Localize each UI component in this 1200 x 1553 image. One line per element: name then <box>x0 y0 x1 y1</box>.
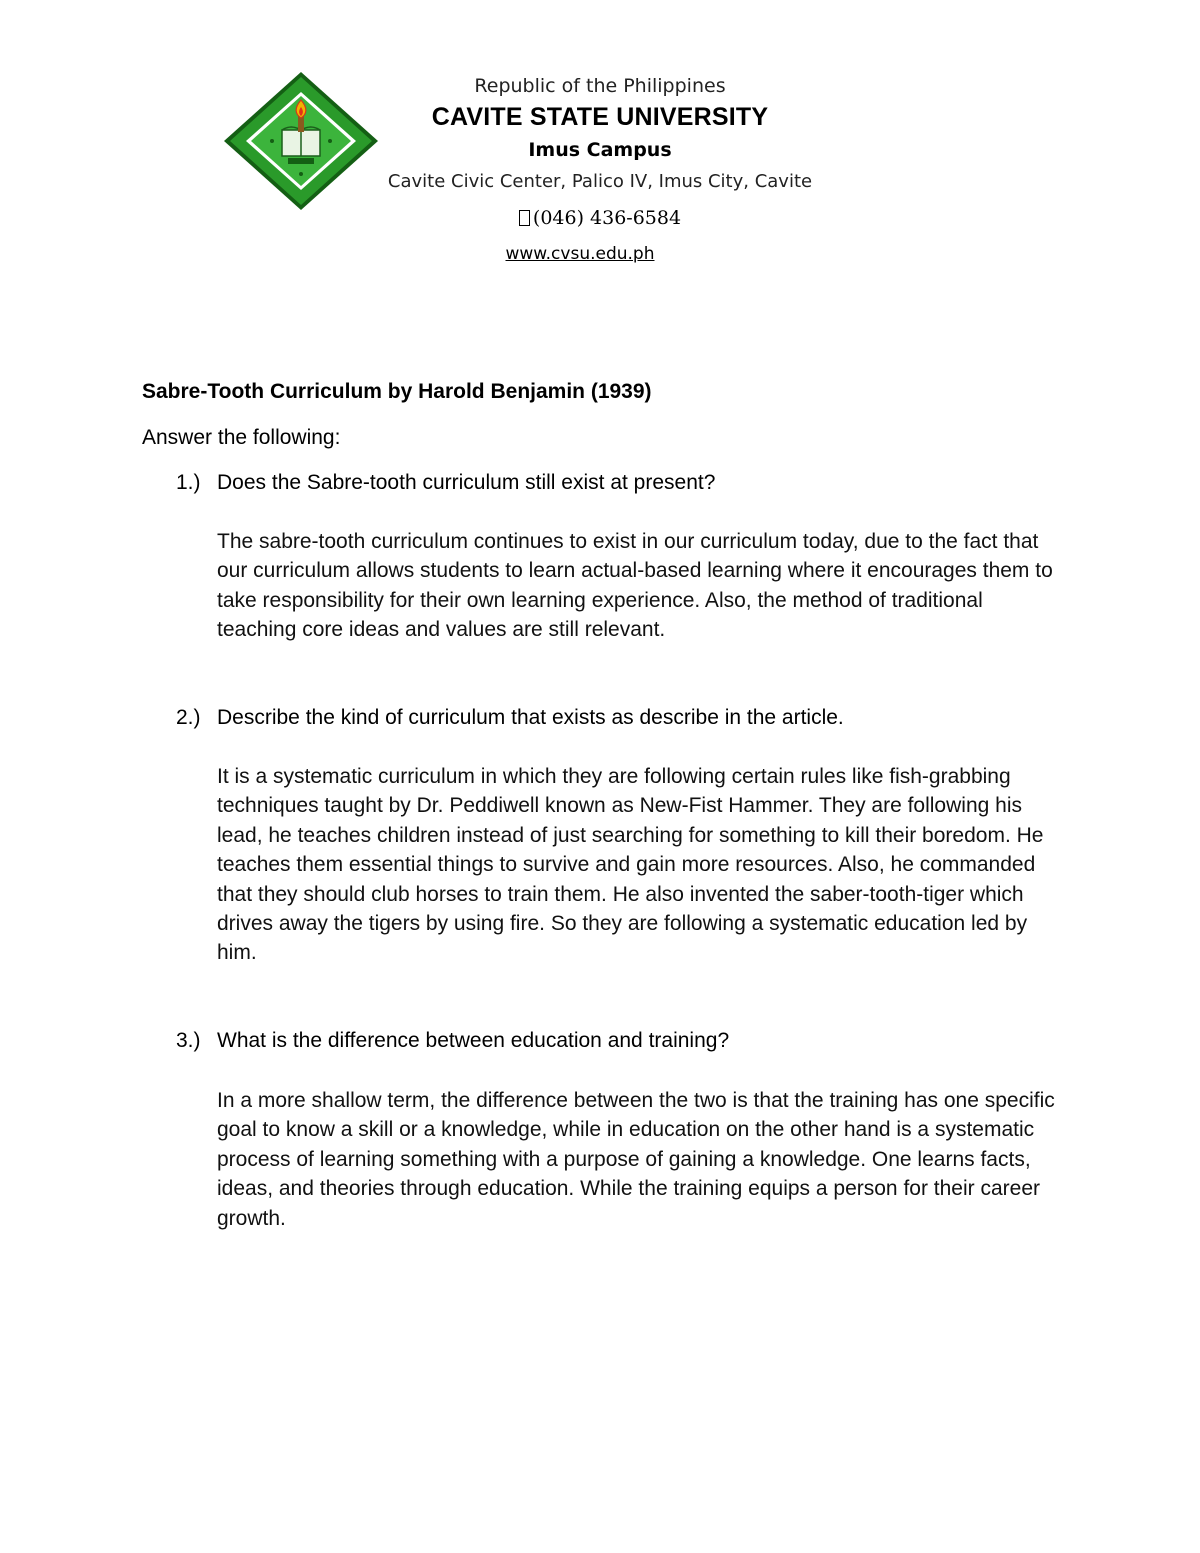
document-title: Sabre-Tooth Curriculum by Harold Benjamin (1939) <box>142 380 652 403</box>
republic-label: Republic of the Philippines <box>474 75 726 97</box>
question-number: 3.) <box>176 1029 201 1052</box>
university-seal-icon <box>222 70 380 212</box>
campus-name: Imus Campus <box>528 139 672 161</box>
question-number: 1.) <box>176 471 201 494</box>
website-link[interactable]: www.cvsu.edu.ph <box>505 244 655 264</box>
phone-line <box>360 198 840 238</box>
question-text: Describe the kind of curriculum that exists as describe in the article. <box>217 706 844 729</box>
university-name: CAVITE STATE UNIVERSITY <box>431 103 769 131</box>
phone-number: (046) 436-6584 <box>532 207 682 229</box>
question-text: Does the Sabre-tooth curriculum still exist at present? <box>217 471 716 494</box>
instruction-text: Answer the following: <box>142 426 341 449</box>
answer-text: The sabre-tooth curriculum continues to exist in our curriculum today, due to the fact that our curriculum allows students to learn actual-based learning where it encourages them to take responsibility for their own learning experience. Also, the method of traditional teaching core ideas and values are still relevant. <box>217 530 1053 642</box>
letterhead <box>360 72 840 270</box>
phone-icon <box>519 210 530 226</box>
website-line <box>360 238 840 270</box>
question-text: What is the difference between education and training? <box>217 1029 730 1052</box>
campus-address: Cavite Civic Center, Palico IV, Imus City, Cavite <box>387 171 813 192</box>
answer-text: It is a systematic curriculum in which they are following certain rules like fish-grabbing techniques taught by Dr. Peddiwell known as New-Fist Hammer. They are following his lead, he teaches children instead of just searching for something to kill their boredom. He teaches them essential things to survive and gain more resources. Also, he commanded that they should club horses to train them. He also invented the saber-tooth-tiger which drives away the tigers by using fire. So they are following a systematic education led by him. <box>217 765 1044 965</box>
question-number: 2.) <box>176 706 201 729</box>
answer-text: In a more shallow term, the difference between the two is that the training has one specific goal to know a skill or a knowledge, while in education on the other hand is a systematic process of learning something with a purpose of gaining a knowledge. One learns facts, ideas, and theories through education. While the training equips a person for their career growth. <box>217 1089 1055 1230</box>
